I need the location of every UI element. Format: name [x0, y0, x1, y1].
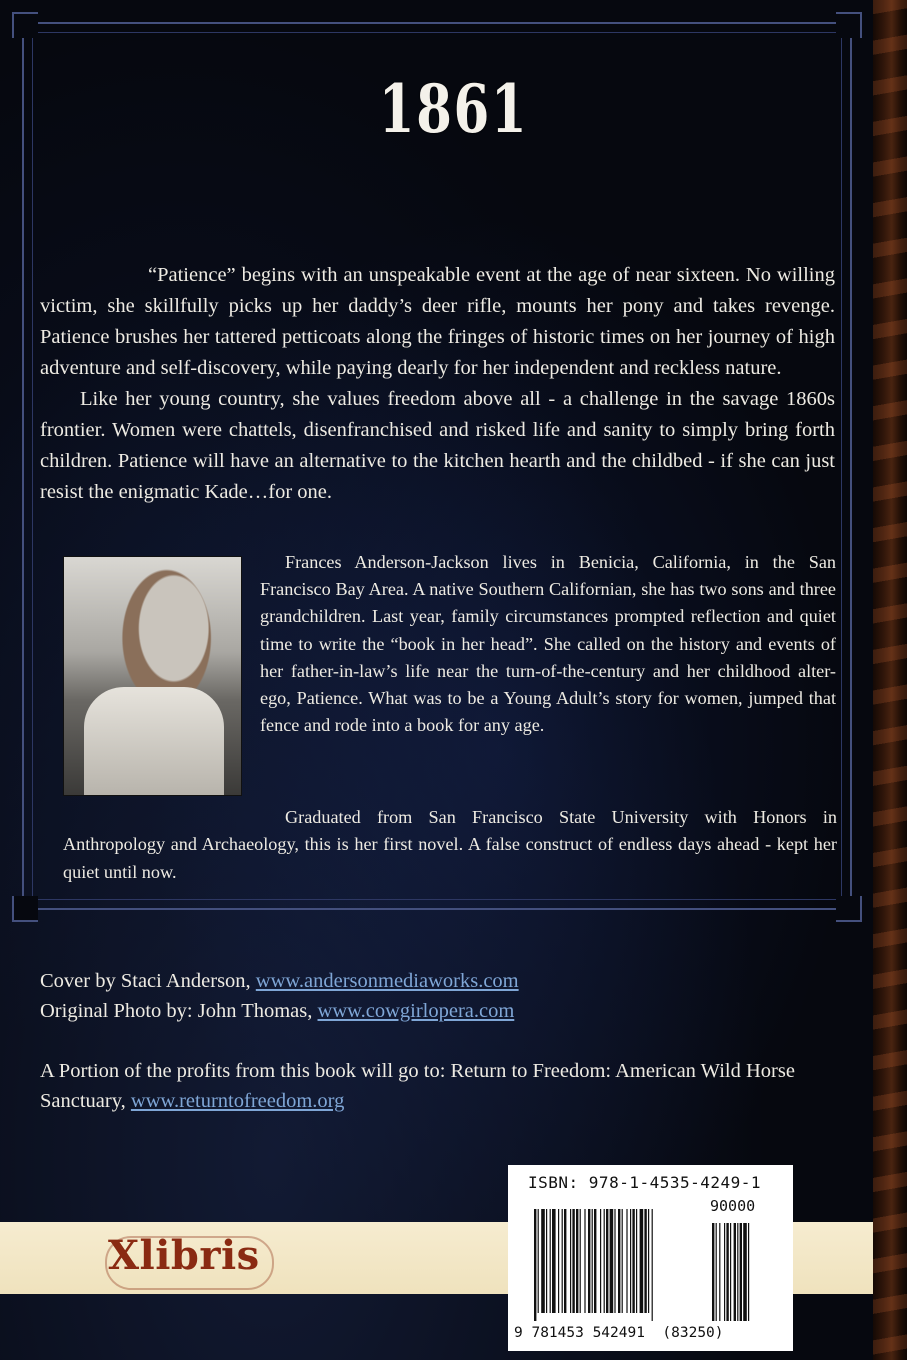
barcode-bar [606, 1209, 608, 1313]
author-photo-jacket [84, 687, 224, 795]
spine-edge [873, 0, 907, 1360]
barcode-bar [604, 1209, 605, 1313]
barcode-addon-bar [748, 1223, 749, 1321]
barcode-bars [534, 1209, 768, 1321]
barcode-addon-bar [743, 1223, 747, 1321]
synopsis-paragraph-1: “Patience” begins with an unspeakable event at the age of near sixteen. No willing victim, she skillfully picks up her daddy’s deer rifle, mounts her pony and takes revenge. Patience brushes her tattered petticoats along the fringes of historic times on her journey of high adventure and self-discovery, while paying dearly for her independent and reckless nature. [40, 264, 835, 379]
barcode-bar [594, 1209, 596, 1313]
barcode-bar [572, 1209, 574, 1313]
book-title: 1861 [378, 70, 529, 148]
barcode-addon-bar [716, 1223, 717, 1321]
barcode-digits: 9 781453 542491 (83250) [514, 1325, 724, 1341]
barcode-bar [550, 1209, 551, 1313]
cover-credit [40, 966, 840, 996]
barcode-bar [570, 1209, 571, 1313]
profits-note-text: A Portion of the profits from this book will go to: Return to Freedom: American Wild Horse Sanctuary, [40, 1060, 795, 1112]
barcode-addon-bar [724, 1223, 725, 1321]
barcode-addon-bar [712, 1223, 714, 1321]
photo-credit-link[interactable]: www.cowgirlopera.com [317, 1000, 515, 1022]
barcode-bar [592, 1209, 593, 1313]
barcode-bar [632, 1209, 634, 1313]
barcode-addon-bar [726, 1223, 728, 1321]
barcode-bar [600, 1209, 601, 1313]
barcode-addon-bar [737, 1223, 738, 1321]
barcode-bar [648, 1209, 649, 1313]
barcode-bar [580, 1209, 581, 1313]
barcode-bar [618, 1209, 620, 1313]
barcode-bar [558, 1209, 559, 1313]
barcode-bar [541, 1209, 545, 1313]
photo-credit [40, 996, 840, 1026]
frame-corner-top-left [12, 12, 38, 38]
barcode-bar [622, 1209, 623, 1313]
cover-credit-link[interactable]: www.andersonmediaworks.com [255, 970, 519, 992]
frame-corner-bottom-right [836, 896, 862, 922]
barcode-bar [626, 1209, 627, 1313]
credits-block [40, 966, 840, 1026]
frame-corner-top-right [836, 12, 862, 38]
cover-credit-text: Cover by Staci Anderson, [40, 970, 256, 992]
barcode-bar [636, 1209, 637, 1313]
barcode-bar [614, 1209, 615, 1313]
barcode-addon-bar [734, 1223, 736, 1321]
barcode-bar [652, 1209, 653, 1321]
barcode-bar [562, 1209, 563, 1313]
barcode-bar [610, 1209, 614, 1313]
barcode-bar [576, 1209, 578, 1313]
barcode-addon-bar [730, 1223, 731, 1321]
barcode-bar [584, 1209, 585, 1313]
barcode-addon-bar [719, 1223, 720, 1321]
barcode-bar [588, 1209, 590, 1313]
author-bio-paragraph-2: Graduated from San Francisco State University with Honors in Anthropology and Archaeology, this is her first novel. A false construct of endless days ahead - kept her quiet until now. [63, 807, 837, 882]
barcode-bar [538, 1209, 539, 1313]
author-bio-paragraph-1: Frances Anderson-Jackson lives in Benicia, California, in the San Francisco Bay Area. A native Southern Californian, she has two sons and three grandchildren. Last year, family circumstances prompted reflection and quiet time to write the “book in her head”. She called on the history and events of her father-in-law’s life near the turn-of-the-century and her childhood alter-ego, Patience. What was to be a Young Adult’s story for women, jumped that fence and rode into a book for any age. [260, 552, 836, 736]
author-photo [63, 556, 242, 796]
barcode-bar [564, 1209, 566, 1313]
barcode-bar [534, 1209, 536, 1321]
publisher-logo: Xlibris [108, 1232, 260, 1279]
photo-credit-text: Original Photo by: John Thomas, [40, 1000, 318, 1022]
frame-corner-bottom-left [12, 896, 38, 922]
profits-note [40, 1056, 850, 1116]
barcode-addon-number: 90000 [710, 1197, 756, 1215]
barcode-bar [640, 1209, 644, 1313]
barcode-bar [552, 1209, 556, 1313]
synopsis-paragraph-2: Like her young country, she values freedom above all - a challenge in the savage 1860s frontier. Women were chattels, disenfranchised and risked life and sanity to simply bring forth children. Patience will have an alternative to the kitchen hearth and the childbed - if she can just resist the enigmatic Kade…for one. [40, 388, 835, 503]
barcode-panel [508, 1165, 793, 1351]
isbn-label: ISBN: 978-1-4535-4249-1 [528, 1173, 762, 1192]
barcode-addon-bar [740, 1223, 742, 1321]
profits-note-link[interactable]: www.returntofreedom.org [130, 1090, 345, 1112]
barcode-bar [546, 1209, 547, 1313]
barcode-bar [644, 1209, 646, 1313]
barcode-bar [630, 1209, 631, 1313]
